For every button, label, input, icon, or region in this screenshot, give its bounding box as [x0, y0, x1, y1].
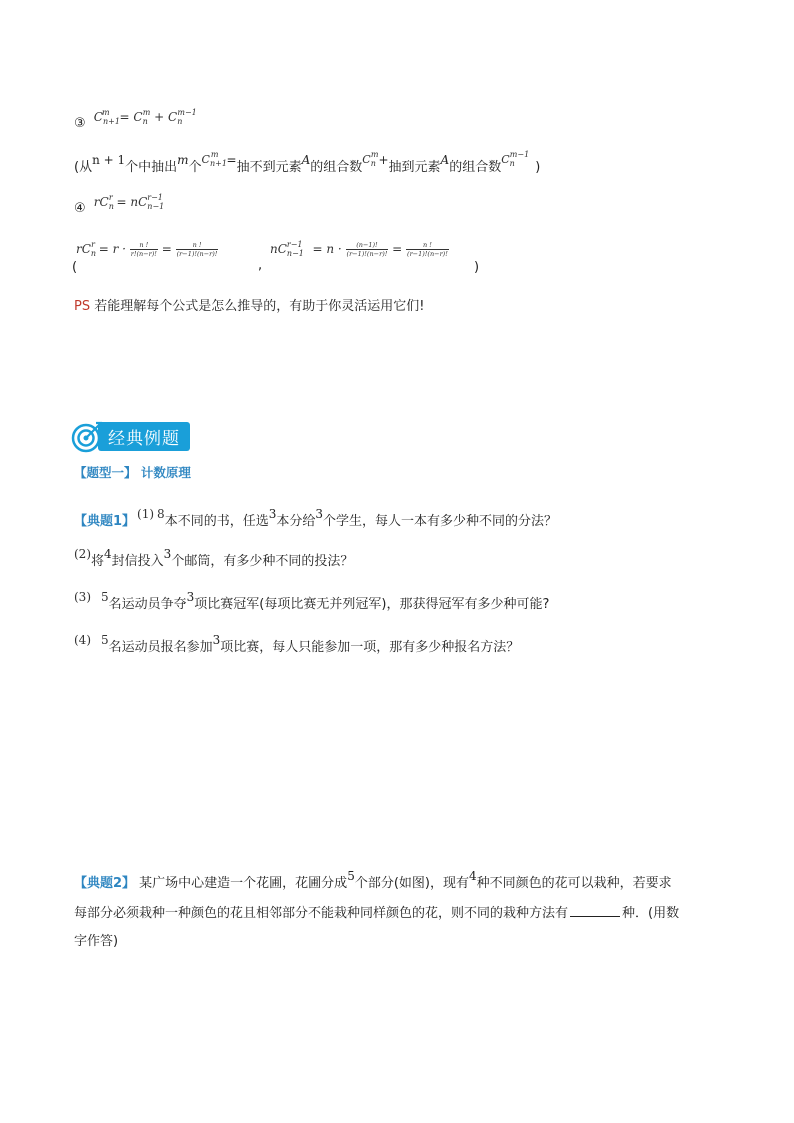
- section-heading: [74, 463, 191, 481]
- example-1-q2: (2)将4封信投入3个邮筒，有多少种不同的投法？: [74, 547, 354, 569]
- example-1-q1: 【典题1】 (1) 8本不同的书，任选3本分给3个学生，每人一本有多少种不同的分法？: [74, 507, 558, 529]
- explain-4-left-formula: $rC_n^r = r$ · $\frac{n !}{r!(n-r)!}$ = $\frac{n !}{(r-1)!(n-r)!}$: [76, 240, 218, 258]
- section-banner-title: 经典例题: [98, 422, 190, 451]
- ps-text: 若能理解每个公式是怎么推导的，有助于你灵活运用它们!: [90, 299, 425, 314]
- ps-line: [74, 295, 424, 314]
- example-2-tag: 【典题2】: [74, 876, 136, 891]
- formula-4: $rC_n^r = nC_{n-1}^{r-1}$: [93, 193, 165, 211]
- formula-3-line: [74, 108, 197, 131]
- ps-label: PS: [74, 299, 91, 314]
- explain-4-right-formula: $nC_{n-1}^{r-1} = n$ · $\frac{(n-1)!}{(r-1)!(n-r)!}$ = $\frac{n !}{(r-1)!(n-r)!}$: [270, 240, 448, 258]
- example-1-q4: (4) 5名运动员报名参加3项比赛，每人只能参加一项，那有多少种报名方法？: [74, 633, 520, 655]
- example-2-line-3: 字作答): [74, 934, 119, 949]
- example-1-q3: (3) 5名运动员争夺3项比赛冠军(每项比赛无并列冠军)，那获得冠军有多少种可能?: [74, 590, 550, 612]
- answer-blank[interactable]: [570, 904, 620, 917]
- formula-3: $C_{n+1}^m = C_n^m + C_n^{m-1}$: [93, 108, 197, 126]
- example-2-line-1: 【典题2】 某广场中心建造一个花圃，花圃分成5个部分(如图)，现有4种不同颜色的花可以栽种，若要求: [74, 869, 672, 891]
- formula-4-line: [74, 193, 165, 216]
- section-title: 计数原理: [136, 465, 191, 480]
- formula-3-marker: ③: [74, 116, 86, 131]
- explain-3-line: (从n + 1个中抽出m个$^{C_{n+1}^m}$ =抽不到元素A的组合数$^{C_n^m}$+抽到元素A的组合数$^{C_n^{m-1}}$): [74, 150, 541, 175]
- example-1-tag: 【典题1】: [74, 514, 136, 529]
- section-tag: 【题型一】: [74, 465, 137, 480]
- formula-4-marker: ④: [74, 201, 86, 216]
- example-2-line-2: 每部分必须栽种一种颜色的花且相邻部分不能栽种同样颜色的花，则不同的栽种方法有 种．(用数: [74, 906, 680, 921]
